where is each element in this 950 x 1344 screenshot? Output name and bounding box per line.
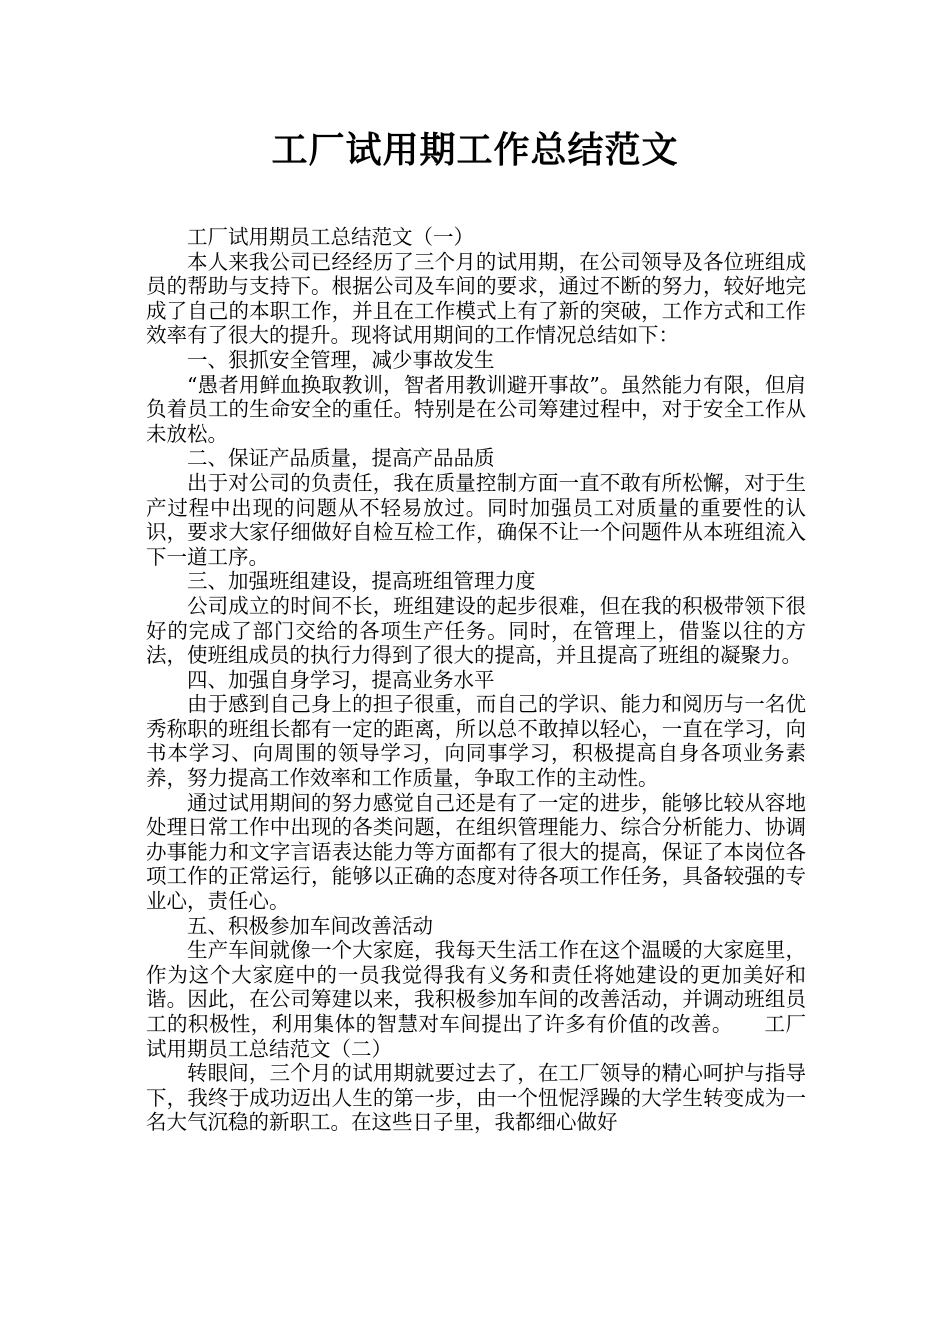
paragraph: 生产车间就像一个大家庭，我每天生活工作在这个温暖的大家庭里，作为这个大家庭中的一员我觉得我有义务和责任将她建设的更加美好和谐。因此，在公司筹建以来，我积极参加车间的改善活动，并调动班组员工的积极性，利用集体的智慧对车间提出了许多有价值的改善。 工厂试用期员工总结范文（二） xyxy=(146,938,806,1061)
document-body xyxy=(146,225,806,1135)
section-heading: 三、加强班组建设，提高班组管理力度 xyxy=(187,569,536,594)
paragraph: 转眼间，三个月的试用期就要过去了，在工厂领导的精心呵护与指导下，我终于成功迈出人生的第一步，由一个忸怩浮躁的大学生转变成为一名大气沉稳的新职工。在这些日子里，我都细心做好 xyxy=(146,1061,806,1135)
paragraph: 由于感到自己身上的担子很重，而自己的学识、能力和阅历与一名优秀称职的班组长都有一定的距离，所以总不敢掉以轻心，一直在学习，向书本学习、向周围的领导学习，向同事学习，积极提高自身各项业务素养，努力提高工作效率和工作质量，争取工作的主动性。 xyxy=(146,692,806,791)
section-heading: 工厂试用期员工总结范文（一） xyxy=(187,225,474,249)
paragraph: 公司成立的时间不长，班组建设的起步很难，但在我的积极带领下很好的完成了部门交给的各项生产任务。同时，在管理上，借鉴以往的方法，使班组成员的执行力得到了很大的提高，并且提高了班组的凝聚力。 xyxy=(146,593,806,668)
document-title: 工厂试用期工作总结范文 xyxy=(271,130,679,171)
paragraph: 本人来我公司已经经历了三个月的试用期，在公司领导及各位班组成员的帮助与支持下。根据公司及车间的要求，通过不断的努力，较好地完成了自己的本职工作，并且在工作模式上有了新的突破，工作方式和工作效率有了很大的提升。现将试用期间的工作情况总结如下： xyxy=(146,249,806,348)
section-heading: 四、加强自身学习，提高业务水平 xyxy=(187,667,495,692)
section-heading: 二、保证产品质量，提高产品品质 xyxy=(187,446,495,471)
section-heading: 一、狠抓安全管理，减少事故发生 xyxy=(187,347,495,372)
paragraph: “愚者用鲜血换取教训，智者用教训避开事故”。虽然能力有限，但肩负着员工的生命安全的重任。特别是在公司筹建过程中，对于安全工作从未放松。 xyxy=(146,372,806,446)
paragraph: 通过试用期间的努力感觉自己还是有了一定的进步，能够比较从容地处理日常工作中出现的各类问题，在组织管理能力、综合分析能力、协调办事能力和文字言语表达能力等方面都有了很大的提高，保证了本岗位各项工作的正常运行，能够以正确的态度对待各项工作任务，具备较强的专业心，责任心。 xyxy=(146,790,806,914)
section-heading: 五、积极参加车间改善活动 xyxy=(187,913,433,938)
paragraph: 出于对公司的负责任，我在质量控制方面一直不敢有所松懈，对于生产过程中出现的问题从不轻易放过。同时加强员工对质量的重要性的认识，要求大家仔细做好自检互检工作，确保不让一个问题件从本班组流入下一道工序。 xyxy=(146,470,806,569)
